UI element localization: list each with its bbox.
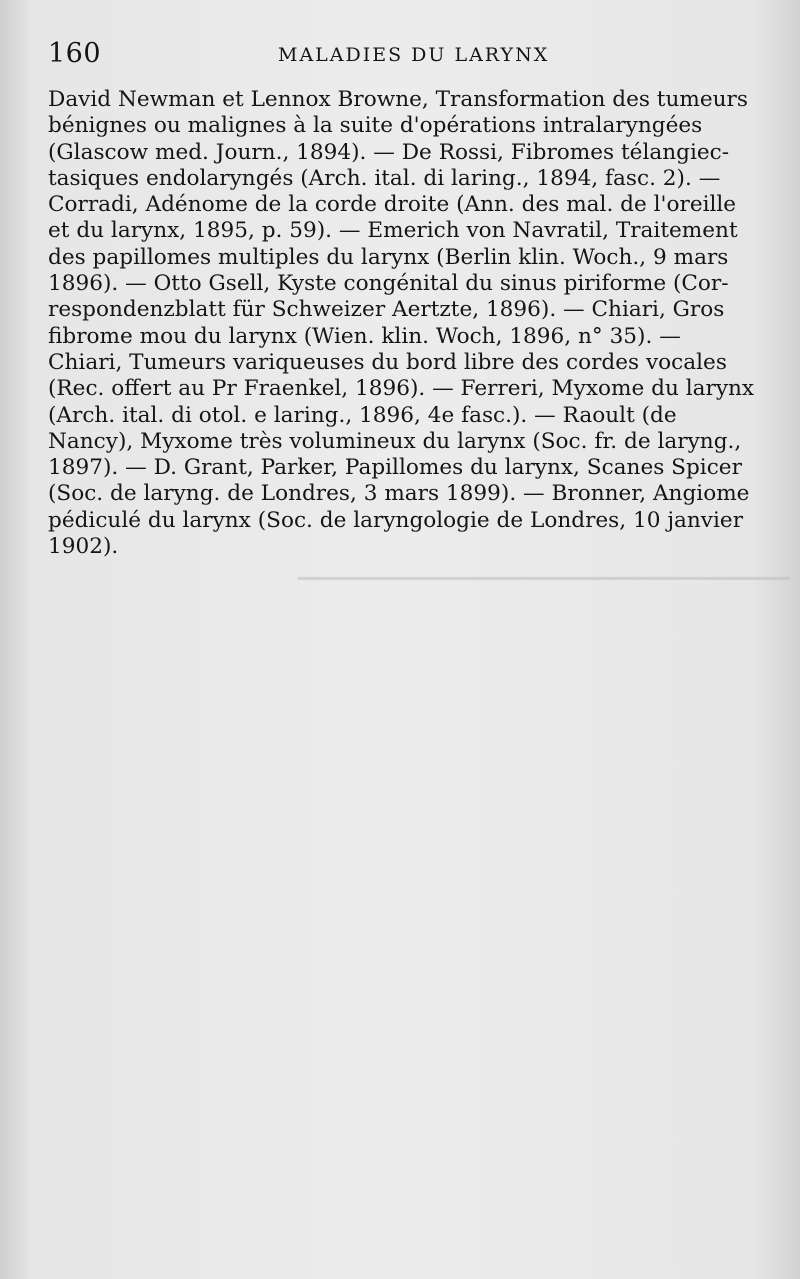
text-line: David Newman et Lennox Browne, Transformation des tumeurs: [48, 87, 748, 112]
text-line: tasiques endolaryngés (Arch. ital. di laring., 1894, fasc. 2). —: [48, 165, 721, 191]
text-line: respondenzblatt für Schweizer Aertzte, 1896). — Chiari, Gros: [48, 297, 725, 323]
text-line: (Arch. ital. di otol. e laring., 1896, 4e fasc.). — Raoult (de: [48, 402, 677, 428]
bleed-through-text: ▁▁▁▁▁▁▁▁▁▁▁▁▁▁▁▁▁▁▁▁▁▁▁▁▁▁▁▁▁▁▁▁: [297, 556, 790, 580]
text-line: fibrome mou du larynx (Wien. klin. Woch, 1896, n° 35). —: [48, 323, 681, 349]
text-line: pédiculé du larynx (Soc. de laryngologie de Londres, 10 janvier: [48, 507, 744, 533]
running-title: MALADIES DU LARYNX: [278, 44, 550, 66]
text-line: (Rec. offert au Pr Fraenkel, 1896). — Ferreri, Myxome du larynx: [48, 376, 755, 402]
page-number: 160: [48, 38, 102, 69]
text-line: Nancy), Myxome très volumineux du larynx (Soc. fr. de laryng.,: [48, 428, 742, 454]
text-line: et du larynx, 1895, p. 59). — Emerich von Navratil, Traitement: [48, 218, 738, 244]
text-line: (Glascow med. Journ., 1894). — De Rossi, Fibromes télangiec-: [48, 139, 730, 165]
text-line: 1902).: [48, 534, 119, 560]
page-header: [48, 38, 768, 78]
text-line: 1897). — D. Grant, Parker, Papillomes du larynx, Scanes Spicer: [48, 455, 742, 481]
text-line: 1896). — Otto Gsell, Kyste congénital du sinus piriforme (Cor-: [48, 271, 729, 297]
bibliography-paragraph: [48, 87, 790, 560]
text-line: (Soc. de laryng. de Londres, 3 mars 1899). — Bronner, Angiome: [48, 481, 750, 507]
text-line: des papillomes multiples du larynx (Berlin klin. Woch., 9 mars: [48, 244, 729, 270]
text-line: Corradi, Adénome de la corde droite (Ann. des mal. de l'oreille: [48, 192, 737, 218]
text-line: bénignes ou malignes à la suite d'opérations intralaryngées: [48, 113, 703, 139]
text-line: Chiari, Tumeurs variqueuses du bord libre des cordes vocales: [48, 349, 727, 375]
